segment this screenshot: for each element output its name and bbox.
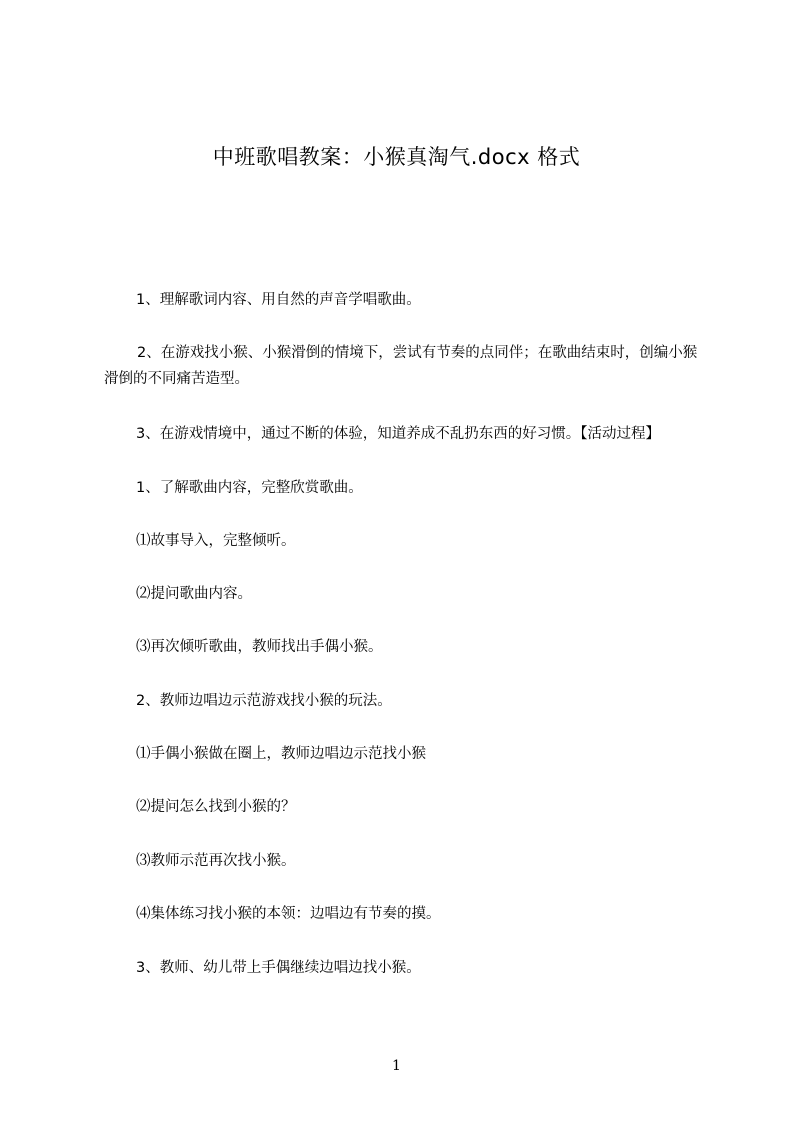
paragraph-step-2: 2、教师边唱边示范游戏找小猴的玩法。 xyxy=(136,693,392,709)
paragraph-step-1: 1、了解歌曲内容，完整欣赏歌曲。 xyxy=(136,480,363,496)
paragraph-step-2-4: ⑷集体练习找小猴的本领：边唱边有节奏的摸。 xyxy=(136,906,441,922)
paragraph-step-1-1: ⑴故事导入，完整倾听。 xyxy=(136,533,296,549)
paragraph-step-2-2: ⑵提问怎么找到小猴的？ xyxy=(136,799,296,815)
paragraph-step-3: 3、教师、幼儿带上手偶继续边唱边找小猴。 xyxy=(136,960,421,976)
paragraph-goal-2: 2、在游戏找小猴、小猴滑倒的情境下，尝试有节奏的点同伴；在歌曲结束时，创编小猴滑倒的不同痛苦造型。 xyxy=(104,345,698,387)
paragraph-step-2-3: ⑶教师示范再次找小猴。 xyxy=(136,853,296,869)
paragraph-step-1-2: ⑵提问歌曲内容。 xyxy=(136,586,252,602)
paragraph-goal-1: 1、理解歌词内容、用自然的声音学唱歌曲。 xyxy=(136,292,421,308)
paragraph-step-2-1: ⑴手偶小猴做在圈上，教师边唱边示范找小猴 xyxy=(136,746,426,762)
paragraph-step-1-3: ⑶再次倾听歌曲，教师找出手偶小猴。 xyxy=(136,639,383,655)
document-title: 中班歌唱教案：小猴真淘气.docx 格式 xyxy=(212,145,581,169)
page-number: 1 xyxy=(392,1058,401,1074)
paragraph-goal-3: 3、在游戏情境中，通过不断的体验，知道养成不乱扔东西的好习惯。【活动过程】 xyxy=(136,426,660,442)
